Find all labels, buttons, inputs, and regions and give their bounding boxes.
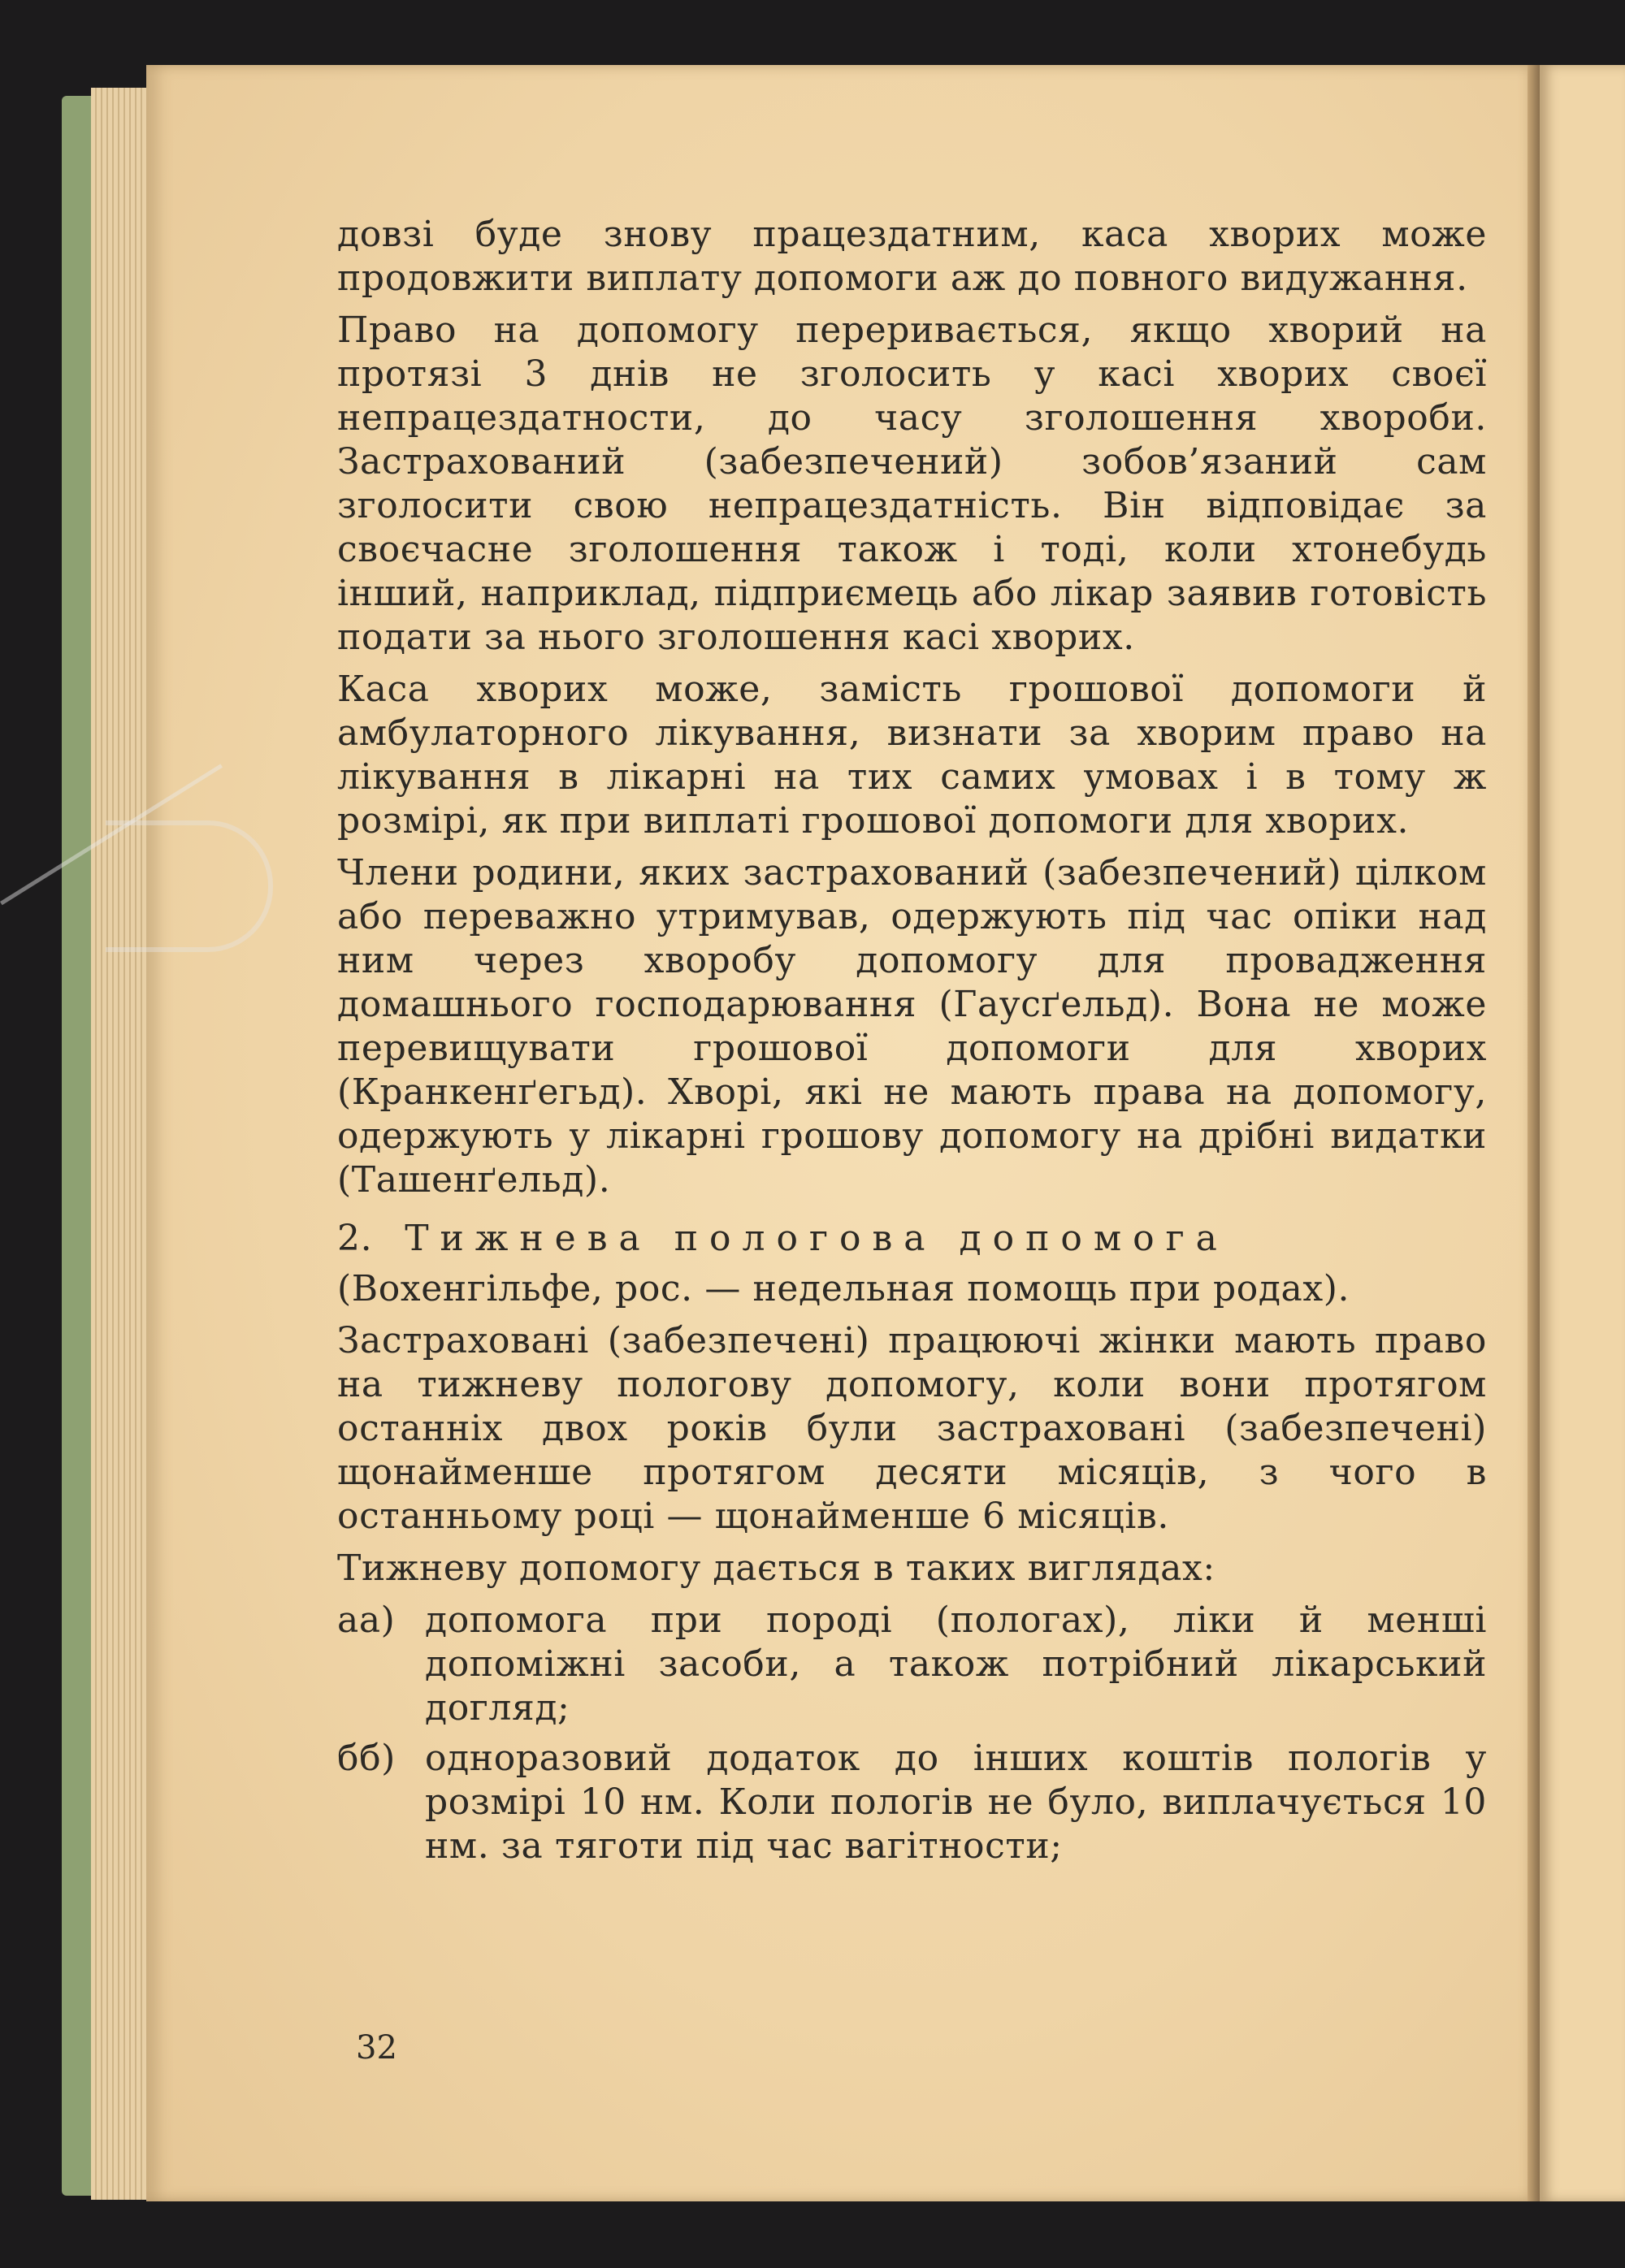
paragraph: Члени родини, яких застрахований (забезпечений) цілком або переважно утримував, одержують під час опіки над ним через хворобу допомогу для провадження домашнього господарювання (Гаусґельд). Вона не може перевищувати грошової допомоги для хворих (Кранкенґегьд). Хворі, які не мають права на допомогу, одержують у лікарні грошову допомогу на дрібні видатки (Ташенґельд). xyxy=(337,852,1487,1201)
list-item-marker: аа) xyxy=(337,1599,396,1641)
list-item xyxy=(337,1737,1487,1868)
list-item xyxy=(337,1599,1487,1730)
paragraph: Право на допомогу переривається, якщо хворий на протязі 3 днів не зголосить у касі хворих своєї непрацездатности, до часу зголошення хвороби. Застрахований (забезпечений) зобов’язаний сам зголосити свою непрацездатність. Він відповідає за своєчасне зголошення також і тоді, коли хтонебудь інший, наприклад, підприємець або лікар заявив готовість подати за нього зголошення касі хворих. xyxy=(337,309,1487,658)
facing-page-edge xyxy=(1540,65,1625,2201)
list-item-text: допомога при породі (пологах), ліки й менші допоміжні засоби, а також потрібний лікарський догляд; xyxy=(425,1599,1487,1729)
paragraph: Застраховані (забезпечені) працюючі жінки мають право на тижневу пологову допомогу, коли вони протягом останніх двох років були застраховані (забезпечені) щонайменше протягом десяти місяців, з чого в останньому році — щонайменше 6 місяців. xyxy=(337,1320,1487,1537)
list-item-text: одноразовий додаток до інших коштів пологів у розмірі 10 нм. Коли пологів не було, виплачується 10 нм. за тяготи під час вагітности; xyxy=(425,1738,1487,1867)
page-number: 32 xyxy=(356,2029,397,2067)
section-heading xyxy=(337,1217,1487,1261)
paragraph: довзі буде знову працездатним, каса хворих може продовжити виплату допомоги аж до повного видужання. xyxy=(337,214,1487,299)
section-subtitle: (Вохенгільфе, рос. — недельная помощь при родах). xyxy=(337,1268,1350,1309)
paragraph: Каса хворих може, замість грошової допомоги й амбулаторного лікування, визнати за хворим право на лікування в лікарні на тих самих умовах і в тому ж розмірі, як при виплаті грошової допомоги для хворих. xyxy=(337,669,1487,842)
section-title: Тижнева пологова допомога xyxy=(405,1218,1228,1259)
list-item-marker: бб) xyxy=(337,1738,396,1779)
section-number: 2. xyxy=(337,1218,373,1259)
page-text xyxy=(337,213,1487,1875)
paragraph: Тижневу допомогу дається в таких виглядах: xyxy=(337,1547,1216,1589)
